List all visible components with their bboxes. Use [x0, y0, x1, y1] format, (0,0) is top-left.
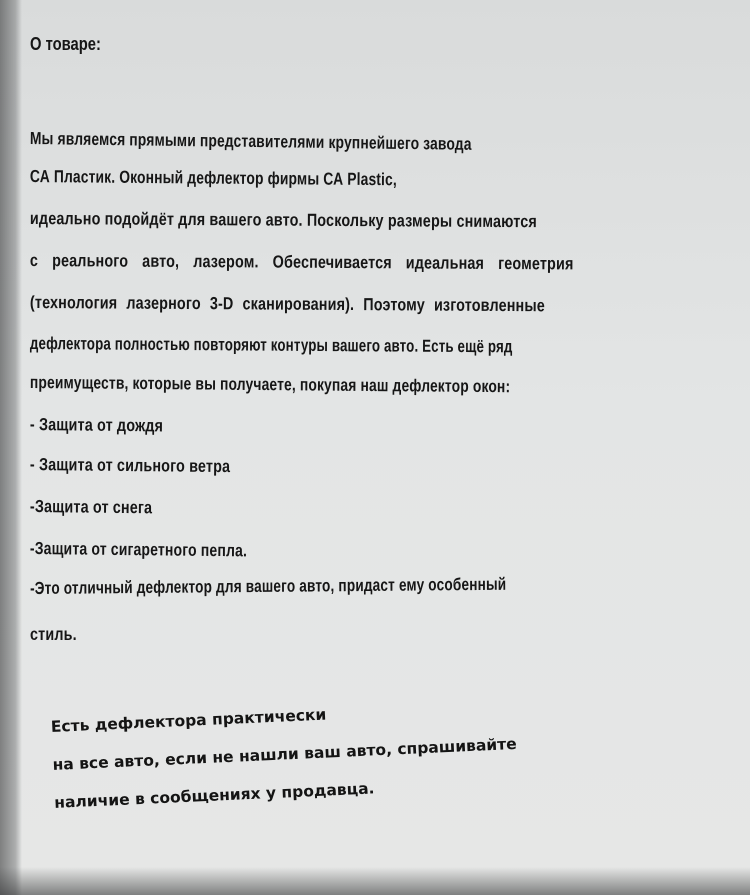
benefit-item: -Защита от снега	[29, 496, 153, 518]
footer-line: на все авто, если не нашли ваш авто, спрашивайте	[52, 734, 518, 774]
paragraph-line: дефлектора полностью повторяют контуры вашего авто. Есть ещё ряд	[29, 333, 513, 357]
footer-line: Есть дефлектора практически	[50, 705, 327, 736]
paragraph-line: Мы являемся прямыми представителями крупнейшего завода	[29, 128, 472, 154]
paragraph-line: с реального авто, лазером. Обеспечивается идеальная геометрия	[29, 250, 574, 274]
paragraph-line: СА Пластик. Оконный дефлектор фирмы СА Plastic,	[29, 166, 397, 190]
benefit-item: -Защита от сигаретного пепла.	[29, 538, 248, 561]
benefit-item: - Защита от дождя	[29, 414, 164, 436]
paragraph-line: (технология лазерного 3-D сканирования). Поэтому изготовленные	[29, 292, 546, 316]
paragraph-line: идеально подойдёт для вашего авто. Поскольку размеры снимаются	[29, 208, 537, 232]
benefit-item: стиль.	[30, 624, 77, 644]
section-heading: О товаре:	[30, 34, 101, 54]
screen-bottom-shadow	[0, 867, 750, 895]
availability-note	[50, 679, 695, 822]
screen-bezel-shadow	[0, 0, 22, 895]
benefit-item: -Это отличный дефлектор для вашего авто, придаст ему особенный	[30, 573, 507, 598]
benefit-item: - Защита от сильного ветра	[29, 454, 231, 477]
footer-line: наличие в сообщениях у продавца.	[53, 779, 375, 812]
paragraph-line: преимуществ, которые вы получаете, покупая наш дефлектор окон:	[29, 372, 511, 397]
